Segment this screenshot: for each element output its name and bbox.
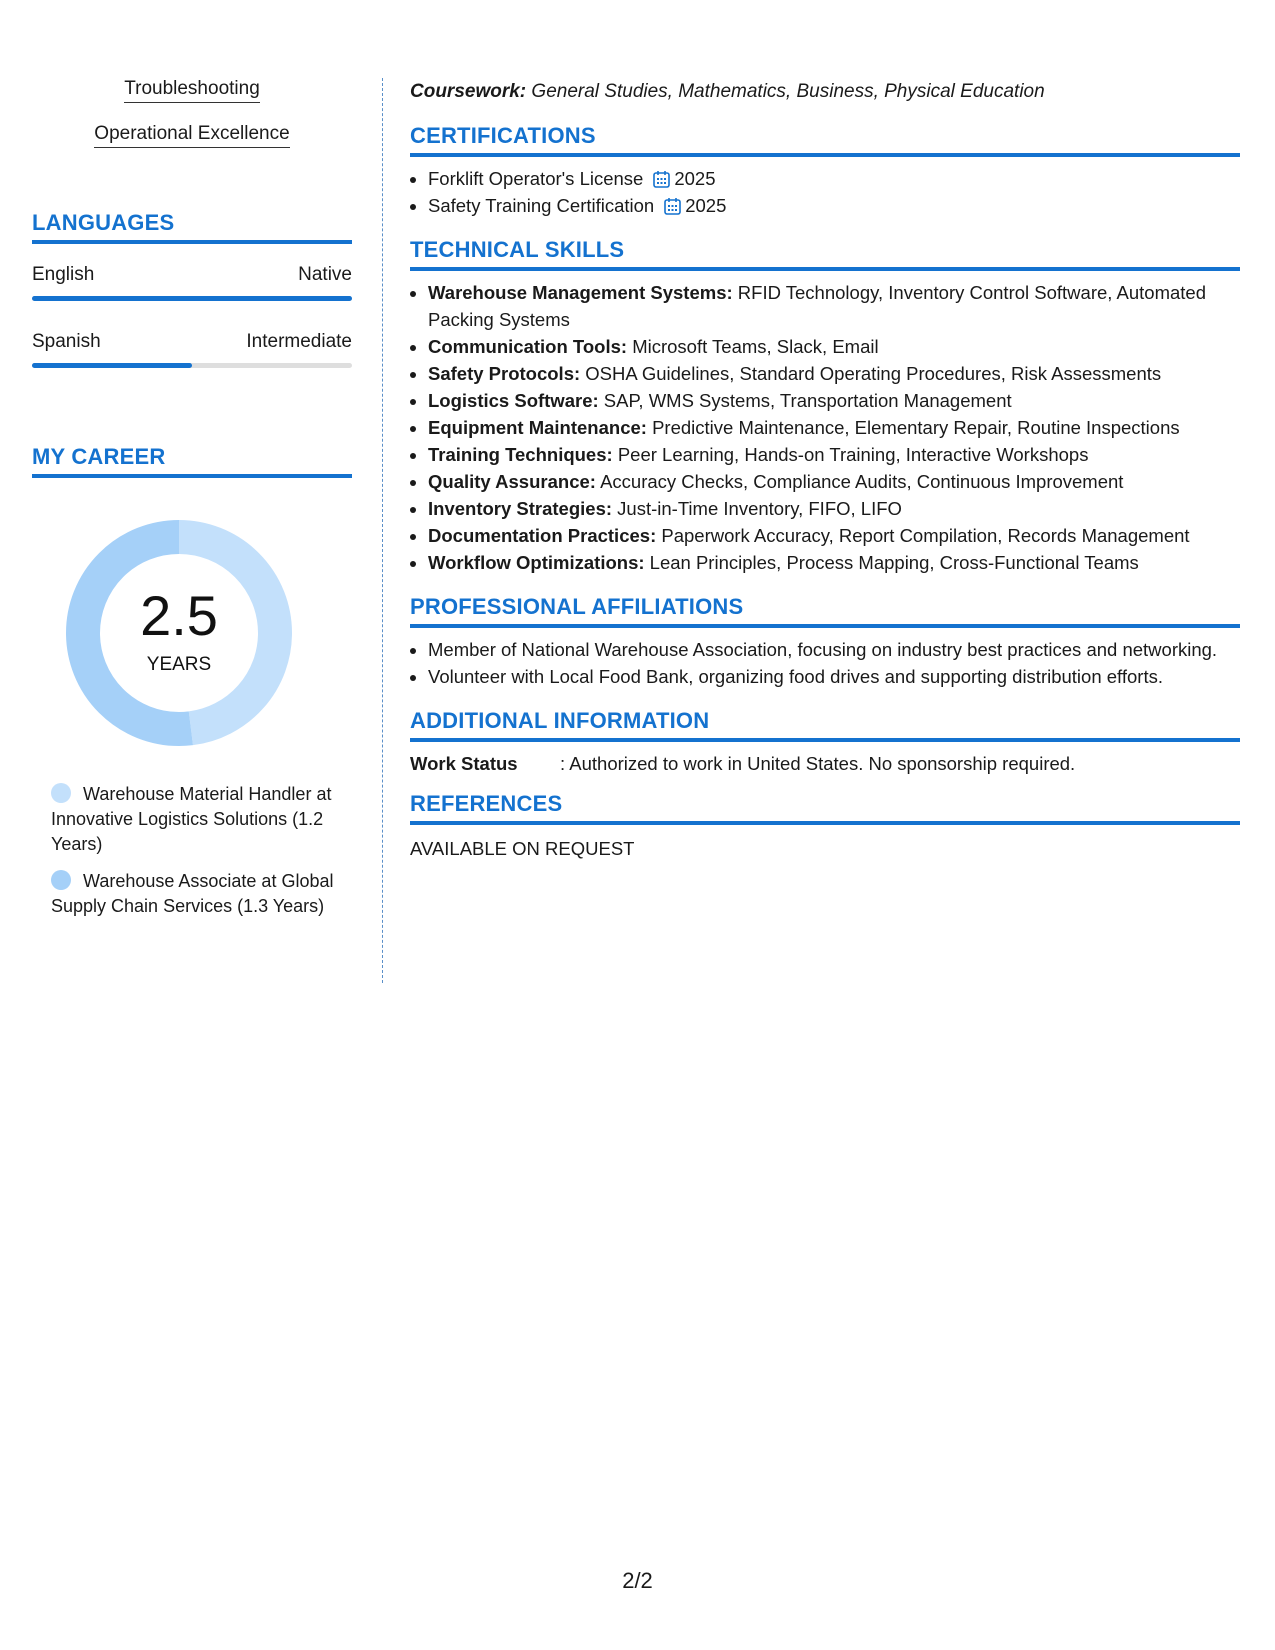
career-item-label: Warehouse Material Handler at Innovative Logistics Solutions (1.2 Years) [51, 784, 332, 854]
certification-name: Safety Training Certification [428, 195, 655, 216]
coursework-text: General Studies, Mathematics, Business, Physical Education [531, 81, 1045, 102]
technical-skill-item [428, 549, 1240, 576]
affiliations-heading: PROFESSIONAL AFFILIATIONS [410, 594, 1240, 628]
language-bar-fill [32, 296, 352, 301]
skill-category: Workflow Optimizations: [428, 552, 645, 573]
career-heading: MY CAREER [32, 444, 352, 478]
career-item [51, 782, 341, 857]
language-name: English [32, 264, 95, 285]
references-heading: REFERENCES [410, 791, 1240, 825]
technical-skills-heading: TECHNICAL SKILLS [410, 237, 1240, 271]
skill-detail: Predictive Maintenance, Elementary Repair, Routine Inspections [652, 417, 1180, 438]
certifications-list [410, 165, 1240, 219]
technical-skill-item [428, 441, 1240, 468]
technical-skill-item [428, 387, 1240, 414]
career-legend [32, 782, 352, 919]
skill-tag [32, 123, 352, 168]
skill-tag-label: Operational Excellence [94, 123, 289, 148]
career-total-value: 2.5 [140, 584, 218, 647]
technical-skill-item [428, 360, 1240, 387]
skill-category: Equipment Maintenance: [428, 417, 647, 438]
language-item [32, 331, 352, 368]
skill-detail: Accuracy Checks, Compliance Audits, Continuous Improvement [600, 471, 1124, 492]
additional-info-heading: ADDITIONAL INFORMATION [410, 708, 1240, 742]
technical-skill-item [428, 495, 1240, 522]
language-bar [32, 363, 352, 368]
career-dot-icon [51, 870, 71, 890]
technical-skill-item [428, 468, 1240, 495]
skill-detail: RFID Technology, Inventory Control Software, Automated Packing Systems [428, 282, 1207, 330]
work-status-label: Work Status [410, 753, 518, 774]
references-text: AVAILABLE ON REQUEST [410, 838, 635, 859]
career-total-unit: YEARS [146, 654, 212, 675]
language-level: Intermediate [246, 331, 352, 352]
skill-category: Training Techniques: [428, 444, 613, 465]
certification-name: Forklift Operator's License [428, 168, 644, 189]
skill-category: Inventory Strategies: [428, 498, 613, 519]
skill-category: Quality Assurance: [428, 471, 596, 492]
page-number: 2/2 [622, 1568, 653, 1593]
skill-detail: Microsoft Teams, Slack, Email [632, 336, 879, 357]
certification-year: 2025 [674, 168, 716, 189]
languages-heading: LANGUAGES [32, 210, 352, 244]
certification-item [428, 165, 1240, 192]
skill-detail: Just-in-Time Inventory, FIFO, LIFO [617, 498, 902, 519]
right-column [410, 78, 1240, 862]
certifications-heading: CERTIFICATIONS [410, 123, 1240, 157]
calendar-icon [653, 170, 670, 188]
career-donut-chart [66, 520, 292, 746]
technical-skills-list [410, 279, 1240, 576]
language-item [32, 264, 352, 301]
career-dot-icon [51, 783, 71, 803]
career-item-label: Warehouse Associate at Global Supply Chain Services (1.3 Years) [51, 871, 334, 916]
language-level: Native [298, 264, 352, 285]
skill-detail: Lean Principles, Process Mapping, Cross-Functional Teams [649, 552, 1139, 573]
skill-detail: OSHA Guidelines, Standard Operating Procedures, Risk Assessments [585, 363, 1162, 384]
skill-category: Documentation Practices: [428, 525, 657, 546]
affiliations-list [410, 636, 1240, 690]
technical-skill-item [428, 414, 1240, 441]
technical-skill-item [428, 522, 1240, 549]
affiliation-item: • Member of National Warehouse Association, focusing on industry best practices and networking. [428, 636, 1240, 663]
calendar-icon [664, 197, 681, 215]
skill-detail: SAP, WMS Systems, Transportation Management [603, 390, 1012, 411]
skill-tag-label: Troubleshooting [124, 78, 260, 103]
language-name: Spanish [32, 331, 101, 352]
coursework-line [410, 78, 1240, 105]
certification-item [428, 192, 1240, 219]
left-column [32, 78, 352, 919]
affiliation-item: • Volunteer with Local Food Bank, organizing food drives and supporting distribution efforts. [428, 663, 1240, 690]
technical-skill-item [428, 333, 1240, 360]
skill-category: Communication Tools: [428, 336, 628, 357]
work-status-value: : Authorized to work in United States. No sponsorship required. [560, 753, 1076, 774]
technical-skill-item [428, 279, 1240, 333]
language-bar-fill [32, 363, 192, 368]
skill-tag [32, 78, 352, 123]
career-item [51, 869, 341, 919]
certification-year: 2025 [685, 195, 727, 216]
language-bar [32, 296, 352, 301]
work-status-row [410, 750, 1240, 777]
skill-category: Warehouse Management Systems: [428, 282, 733, 303]
skill-detail: Paperwork Accuracy, Report Compilation, Records Management [661, 525, 1190, 546]
coursework-label: Coursework: [410, 81, 527, 102]
skill-detail: Peer Learning, Hands-on Training, Interactive Workshops [617, 444, 1089, 465]
column-divider [382, 78, 383, 983]
skill-category: Safety Protocols: [428, 363, 581, 384]
skill-category: Logistics Software: [428, 390, 599, 411]
